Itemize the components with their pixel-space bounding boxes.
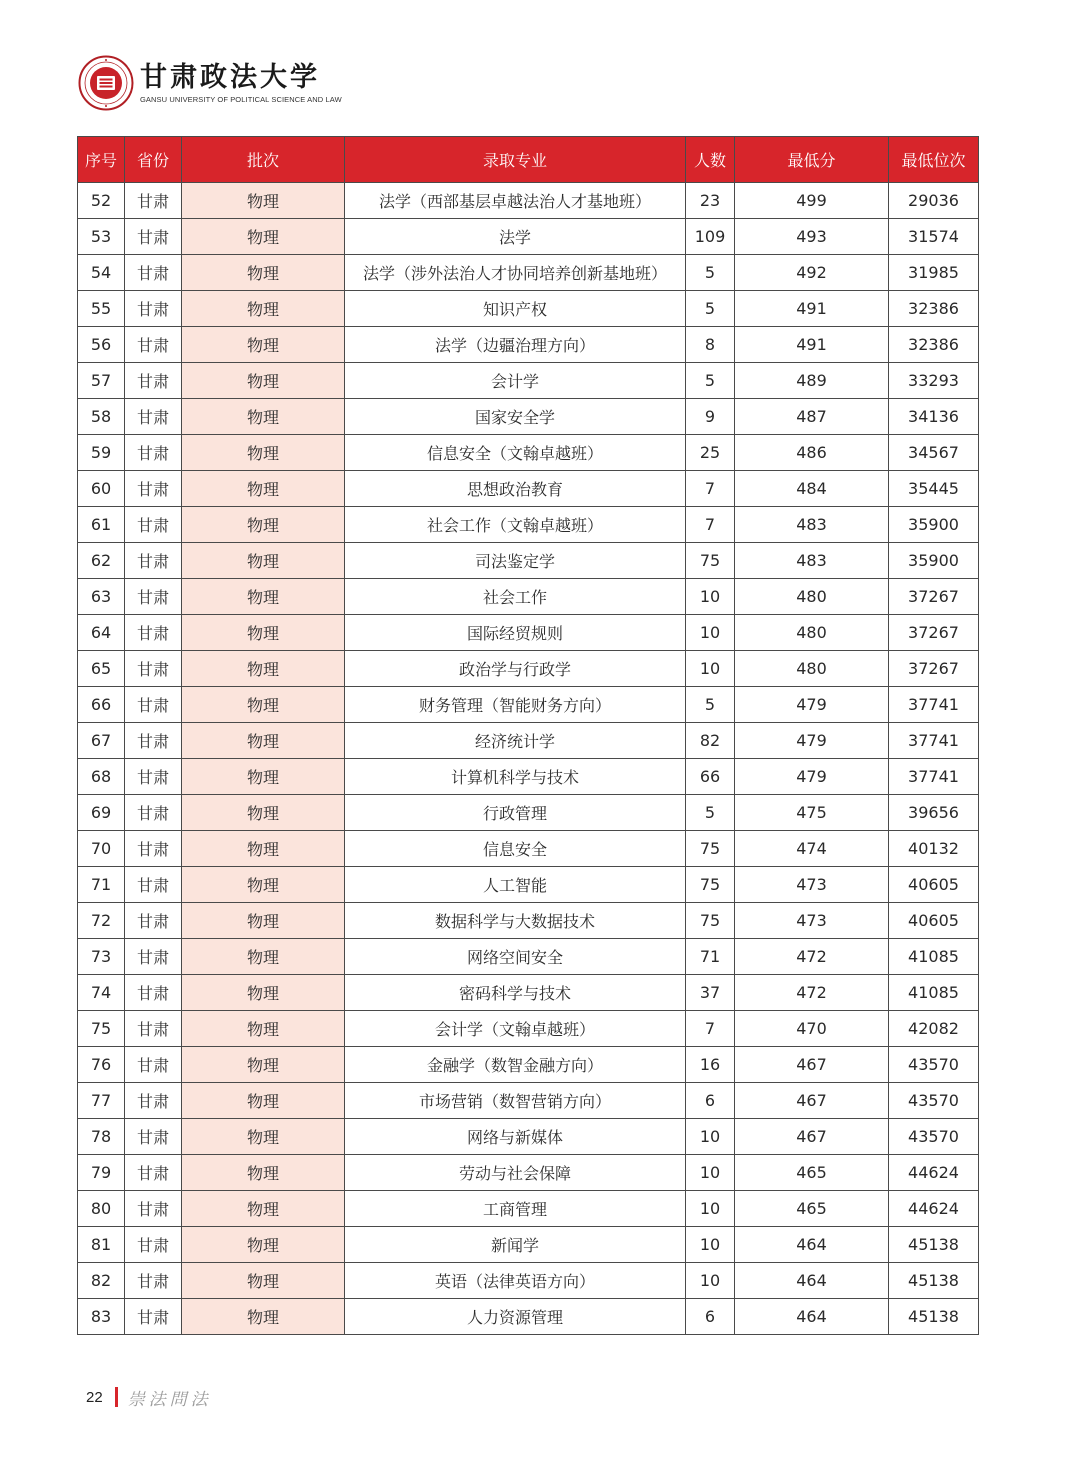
col-min-rank-cell: 31574 — [889, 219, 979, 255]
col-min-score-cell: 475 — [735, 795, 889, 831]
col-index-cell: 53 — [78, 219, 125, 255]
col-province-cell: 甘肃 — [125, 1227, 182, 1263]
col-min-rank-cell: 41085 — [889, 939, 979, 975]
col-count-cell: 7 — [686, 471, 735, 507]
col-batch-cell: 物理 — [182, 255, 345, 291]
table-row — [78, 687, 979, 723]
col-min-rank-cell: 31985 — [889, 255, 979, 291]
table-row — [78, 1083, 979, 1119]
col-province-cell: 甘肃 — [125, 651, 182, 687]
col-count-cell: 10 — [686, 579, 735, 615]
col-province-cell: 甘肃 — [125, 435, 182, 471]
col-index-cell: 83 — [78, 1299, 125, 1335]
col-province-cell: 甘肃 — [125, 1191, 182, 1227]
col-index-cell: 54 — [78, 255, 125, 291]
col-batch-cell: 物理 — [182, 399, 345, 435]
col-count-cell: 66 — [686, 759, 735, 795]
col-major-cell: 信息安全（文翰卓越班） — [345, 435, 686, 471]
table-row — [78, 579, 979, 615]
col-index-cell: 60 — [78, 471, 125, 507]
col-count-cell: 5 — [686, 363, 735, 399]
col-major-cell: 法学（边疆治理方向） — [345, 327, 686, 363]
table-row — [78, 291, 979, 327]
col-batch-cell: 物理 — [182, 363, 345, 399]
col-province-cell: 甘肃 — [125, 795, 182, 831]
col-province-cell: 甘肃 — [125, 471, 182, 507]
col-batch-cell: 物理 — [182, 615, 345, 651]
col-count-cell: 16 — [686, 1047, 735, 1083]
col-index-cell: 70 — [78, 831, 125, 867]
col-count-cell: 37 — [686, 975, 735, 1011]
col-major-cell: 法学（西部基层卓越法治人才基地班） — [345, 183, 686, 219]
col-index-cell: 77 — [78, 1083, 125, 1119]
col-province-cell: 甘肃 — [125, 399, 182, 435]
col-province-cell: 甘肃 — [125, 363, 182, 399]
col-major-cell: 网络空间安全 — [345, 939, 686, 975]
col-major-cell: 工商管理 — [345, 1191, 686, 1227]
col-major-cell: 信息安全 — [345, 831, 686, 867]
col-index-cell: 68 — [78, 759, 125, 795]
table-row — [78, 183, 979, 219]
col-count-cell: 6 — [686, 1083, 735, 1119]
col-major-cell: 会计学 — [345, 363, 686, 399]
col-min-score-cell: 473 — [735, 903, 889, 939]
table-row — [78, 255, 979, 291]
table-body — [78, 183, 979, 1335]
col-batch-cell: 物理 — [182, 1119, 345, 1155]
col-min-score-cell: 480 — [735, 579, 889, 615]
col-province-cell: 甘肃 — [125, 183, 182, 219]
col-province-cell: 甘肃 — [125, 1119, 182, 1155]
col-count-cell: 10 — [686, 1155, 735, 1191]
col-batch-cell: 物理 — [182, 1263, 345, 1299]
col-min-rank-cell: 33293 — [889, 363, 979, 399]
col-count-cell: 10 — [686, 1191, 735, 1227]
col-count-cell: 5 — [686, 795, 735, 831]
col-index-cell: 62 — [78, 543, 125, 579]
col-count-cell: 71 — [686, 939, 735, 975]
col-min-score-cell: 465 — [735, 1155, 889, 1191]
col-index-cell: 81 — [78, 1227, 125, 1263]
col-province-cell: 甘肃 — [125, 543, 182, 579]
header-col-min-rank: 最低位次 — [889, 137, 979, 183]
header-col-batch: 批次 — [182, 137, 345, 183]
col-province-cell: 甘肃 — [125, 687, 182, 723]
col-min-rank-cell: 29036 — [889, 183, 979, 219]
col-major-cell: 金融学（数智金融方向） — [345, 1047, 686, 1083]
col-major-cell: 经济统计学 — [345, 723, 686, 759]
col-min-score-cell: 473 — [735, 867, 889, 903]
table-row — [78, 543, 979, 579]
col-province-cell: 甘肃 — [125, 975, 182, 1011]
table-row — [78, 1011, 979, 1047]
col-min-rank-cell: 37267 — [889, 579, 979, 615]
table-row — [78, 867, 979, 903]
table-row — [78, 1263, 979, 1299]
col-index-cell: 75 — [78, 1011, 125, 1047]
col-batch-cell: 物理 — [182, 1047, 345, 1083]
col-min-score-cell: 467 — [735, 1119, 889, 1155]
col-index-cell: 79 — [78, 1155, 125, 1191]
col-index-cell: 69 — [78, 795, 125, 831]
col-count-cell: 6 — [686, 1299, 735, 1335]
col-batch-cell: 物理 — [182, 939, 345, 975]
col-min-score-cell: 464 — [735, 1263, 889, 1299]
table-header — [78, 137, 979, 183]
col-index-cell: 63 — [78, 579, 125, 615]
col-province-cell: 甘肃 — [125, 903, 182, 939]
brand-block — [140, 62, 342, 104]
col-count-cell: 8 — [686, 327, 735, 363]
table-row — [78, 435, 979, 471]
col-batch-cell: 物理 — [182, 507, 345, 543]
col-count-cell: 9 — [686, 399, 735, 435]
col-batch-cell: 物理 — [182, 723, 345, 759]
col-province-cell: 甘肃 — [125, 615, 182, 651]
col-min-score-cell: 483 — [735, 507, 889, 543]
col-count-cell: 75 — [686, 543, 735, 579]
col-min-rank-cell: 37741 — [889, 759, 979, 795]
col-index-cell: 55 — [78, 291, 125, 327]
col-major-cell: 国家安全学 — [345, 399, 686, 435]
footer-divider — [115, 1387, 118, 1407]
col-min-rank-cell: 45138 — [889, 1299, 979, 1335]
col-count-cell: 10 — [686, 615, 735, 651]
col-min-score-cell: 479 — [735, 759, 889, 795]
col-province-cell: 甘肃 — [125, 255, 182, 291]
col-batch-cell: 物理 — [182, 1083, 345, 1119]
col-batch-cell: 物理 — [182, 1299, 345, 1335]
col-index-cell: 57 — [78, 363, 125, 399]
col-count-cell: 75 — [686, 867, 735, 903]
col-major-cell: 人力资源管理 — [345, 1299, 686, 1335]
col-province-cell: 甘肃 — [125, 867, 182, 903]
col-province-cell: 甘肃 — [125, 327, 182, 363]
col-index-cell: 64 — [78, 615, 125, 651]
col-count-cell: 109 — [686, 219, 735, 255]
col-min-rank-cell: 37741 — [889, 687, 979, 723]
col-batch-cell: 物理 — [182, 903, 345, 939]
header-col-min-score: 最低分 — [735, 137, 889, 183]
col-major-cell: 法学（涉外法治人才协同培养创新基地班） — [345, 255, 686, 291]
col-province-cell: 甘肃 — [125, 579, 182, 615]
col-min-score-cell: 487 — [735, 399, 889, 435]
col-min-score-cell: 479 — [735, 723, 889, 759]
table-row — [78, 399, 979, 435]
col-province-cell: 甘肃 — [125, 723, 182, 759]
col-count-cell: 10 — [686, 1119, 735, 1155]
col-major-cell: 计算机科学与技术 — [345, 759, 686, 795]
page-footer — [86, 1384, 212, 1410]
col-min-rank-cell: 34567 — [889, 435, 979, 471]
col-min-rank-cell: 41085 — [889, 975, 979, 1011]
col-min-score-cell: 464 — [735, 1299, 889, 1335]
col-count-cell: 75 — [686, 831, 735, 867]
col-province-cell: 甘肃 — [125, 1299, 182, 1335]
col-min-score-cell: 493 — [735, 219, 889, 255]
col-min-rank-cell: 37267 — [889, 651, 979, 687]
col-min-rank-cell: 44624 — [889, 1191, 979, 1227]
col-index-cell: 80 — [78, 1191, 125, 1227]
col-min-score-cell: 465 — [735, 1191, 889, 1227]
col-index-cell: 78 — [78, 1119, 125, 1155]
col-major-cell: 思想政治教育 — [345, 471, 686, 507]
col-index-cell: 67 — [78, 723, 125, 759]
table-row — [78, 723, 979, 759]
page-number: 22 — [86, 1388, 103, 1406]
col-major-cell: 政治学与行政学 — [345, 651, 686, 687]
col-province-cell: 甘肃 — [125, 507, 182, 543]
col-min-rank-cell: 35900 — [889, 543, 979, 579]
col-min-rank-cell: 34136 — [889, 399, 979, 435]
col-batch-cell: 物理 — [182, 579, 345, 615]
page-header — [78, 52, 342, 114]
col-major-cell: 知识产权 — [345, 291, 686, 327]
col-batch-cell: 物理 — [182, 327, 345, 363]
col-province-cell: 甘肃 — [125, 1263, 182, 1299]
col-major-cell: 会计学（文翰卓越班） — [345, 1011, 686, 1047]
col-count-cell: 7 — [686, 507, 735, 543]
col-major-cell: 司法鉴定学 — [345, 543, 686, 579]
table-row — [78, 363, 979, 399]
col-count-cell: 10 — [686, 651, 735, 687]
col-min-score-cell: 492 — [735, 255, 889, 291]
col-min-rank-cell: 37741 — [889, 723, 979, 759]
col-min-rank-cell: 35900 — [889, 507, 979, 543]
col-index-cell: 72 — [78, 903, 125, 939]
col-batch-cell: 物理 — [182, 1011, 345, 1047]
col-index-cell: 58 — [78, 399, 125, 435]
table-row — [78, 1047, 979, 1083]
col-count-cell: 75 — [686, 903, 735, 939]
col-min-score-cell: 472 — [735, 975, 889, 1011]
col-major-cell: 网络与新媒体 — [345, 1119, 686, 1155]
col-count-cell: 10 — [686, 1263, 735, 1299]
col-major-cell: 财务管理（智能财务方向） — [345, 687, 686, 723]
table-row — [78, 759, 979, 795]
col-batch-cell: 物理 — [182, 795, 345, 831]
col-major-cell: 新闻学 — [345, 1227, 686, 1263]
col-min-rank-cell: 40605 — [889, 867, 979, 903]
table-row — [78, 615, 979, 651]
col-index-cell: 59 — [78, 435, 125, 471]
col-batch-cell: 物理 — [182, 975, 345, 1011]
col-min-score-cell: 479 — [735, 687, 889, 723]
table-row — [78, 831, 979, 867]
col-index-cell: 71 — [78, 867, 125, 903]
university-name-en: GANSU UNIVERSITY OF POLITICAL SCIENCE AND LAW — [140, 95, 342, 104]
col-batch-cell: 物理 — [182, 687, 345, 723]
col-min-score-cell: 467 — [735, 1083, 889, 1119]
table-row — [78, 1119, 979, 1155]
col-min-score-cell: 464 — [735, 1227, 889, 1263]
col-min-score-cell: 480 — [735, 615, 889, 651]
col-min-score-cell: 499 — [735, 183, 889, 219]
col-min-score-cell: 489 — [735, 363, 889, 399]
col-index-cell: 76 — [78, 1047, 125, 1083]
header-col-province: 省份 — [125, 137, 182, 183]
col-min-score-cell: 472 — [735, 939, 889, 975]
col-min-rank-cell: 43570 — [889, 1119, 979, 1155]
col-min-score-cell: 486 — [735, 435, 889, 471]
admission-table — [77, 136, 979, 1335]
col-min-rank-cell: 40132 — [889, 831, 979, 867]
header-col-major: 录取专业 — [345, 137, 686, 183]
col-min-rank-cell: 43570 — [889, 1083, 979, 1119]
col-min-score-cell: 470 — [735, 1011, 889, 1047]
col-batch-cell: 物理 — [182, 759, 345, 795]
table-row — [78, 507, 979, 543]
col-major-cell: 行政管理 — [345, 795, 686, 831]
table-row — [78, 651, 979, 687]
col-min-score-cell: 474 — [735, 831, 889, 867]
col-province-cell: 甘肃 — [125, 219, 182, 255]
col-major-cell: 市场营销（数智营销方向） — [345, 1083, 686, 1119]
col-province-cell: 甘肃 — [125, 1083, 182, 1119]
col-batch-cell: 物理 — [182, 219, 345, 255]
col-index-cell: 61 — [78, 507, 125, 543]
col-province-cell: 甘肃 — [125, 939, 182, 975]
footer-motto: 崇法問法 — [127, 1389, 212, 1410]
col-major-cell: 数据科学与大数据技术 — [345, 903, 686, 939]
col-major-cell: 国际经贸规则 — [345, 615, 686, 651]
col-index-cell: 56 — [78, 327, 125, 363]
col-count-cell: 25 — [686, 435, 735, 471]
col-province-cell: 甘肃 — [125, 759, 182, 795]
col-min-rank-cell: 42082 — [889, 1011, 979, 1047]
col-min-score-cell: 491 — [735, 327, 889, 363]
col-count-cell: 23 — [686, 183, 735, 219]
col-index-cell: 66 — [78, 687, 125, 723]
col-min-rank-cell: 45138 — [889, 1227, 979, 1263]
col-batch-cell: 物理 — [182, 651, 345, 687]
col-major-cell: 劳动与社会保障 — [345, 1155, 686, 1191]
col-min-rank-cell: 37267 — [889, 615, 979, 651]
col-index-cell: 74 — [78, 975, 125, 1011]
table-header-row — [78, 137, 979, 183]
col-batch-cell: 物理 — [182, 1155, 345, 1191]
university-name: 甘肃政法大学 — [140, 62, 320, 93]
col-min-rank-cell: 35445 — [889, 471, 979, 507]
col-min-rank-cell: 40605 — [889, 903, 979, 939]
col-province-cell: 甘肃 — [125, 1155, 182, 1191]
header-col-count: 人数 — [686, 137, 735, 183]
col-batch-cell: 物理 — [182, 1227, 345, 1263]
col-min-score-cell: 491 — [735, 291, 889, 327]
col-min-rank-cell: 44624 — [889, 1155, 979, 1191]
table-row — [78, 1191, 979, 1227]
university-seal-icon — [78, 55, 134, 111]
header-col-index: 序号 — [78, 137, 125, 183]
col-index-cell: 65 — [78, 651, 125, 687]
col-major-cell: 法学 — [345, 219, 686, 255]
table-row — [78, 903, 979, 939]
col-min-rank-cell: 32386 — [889, 291, 979, 327]
col-count-cell: 5 — [686, 291, 735, 327]
admission-table-wrapper — [77, 136, 978, 1335]
table-row — [78, 471, 979, 507]
col-index-cell: 82 — [78, 1263, 125, 1299]
table-row — [78, 939, 979, 975]
col-min-score-cell: 480 — [735, 651, 889, 687]
col-province-cell: 甘肃 — [125, 831, 182, 867]
col-batch-cell: 物理 — [182, 1191, 345, 1227]
col-count-cell: 7 — [686, 1011, 735, 1047]
col-min-score-cell: 467 — [735, 1047, 889, 1083]
table-row — [78, 1299, 979, 1335]
table-row — [78, 219, 979, 255]
col-index-cell: 73 — [78, 939, 125, 975]
table-row — [78, 1227, 979, 1263]
table-row — [78, 975, 979, 1011]
col-min-score-cell: 484 — [735, 471, 889, 507]
col-major-cell: 人工智能 — [345, 867, 686, 903]
col-batch-cell: 物理 — [182, 543, 345, 579]
col-batch-cell: 物理 — [182, 831, 345, 867]
col-batch-cell: 物理 — [182, 471, 345, 507]
table-row — [78, 795, 979, 831]
col-major-cell: 密码科学与技术 — [345, 975, 686, 1011]
col-province-cell: 甘肃 — [125, 1047, 182, 1083]
table-row — [78, 1155, 979, 1191]
col-province-cell: 甘肃 — [125, 291, 182, 327]
col-province-cell: 甘肃 — [125, 1011, 182, 1047]
col-index-cell: 52 — [78, 183, 125, 219]
col-min-rank-cell: 32386 — [889, 327, 979, 363]
col-min-score-cell: 483 — [735, 543, 889, 579]
table-row — [78, 327, 979, 363]
col-major-cell: 英语（法律英语方向） — [345, 1263, 686, 1299]
col-batch-cell: 物理 — [182, 291, 345, 327]
col-count-cell: 5 — [686, 687, 735, 723]
col-min-rank-cell: 45138 — [889, 1263, 979, 1299]
col-count-cell: 10 — [686, 1227, 735, 1263]
col-batch-cell: 物理 — [182, 867, 345, 903]
col-min-rank-cell: 39656 — [889, 795, 979, 831]
col-count-cell: 5 — [686, 255, 735, 291]
col-major-cell: 社会工作 — [345, 579, 686, 615]
col-min-rank-cell: 43570 — [889, 1047, 979, 1083]
col-major-cell: 社会工作（文翰卓越班） — [345, 507, 686, 543]
col-batch-cell: 物理 — [182, 435, 345, 471]
col-count-cell: 82 — [686, 723, 735, 759]
col-batch-cell: 物理 — [182, 183, 345, 219]
